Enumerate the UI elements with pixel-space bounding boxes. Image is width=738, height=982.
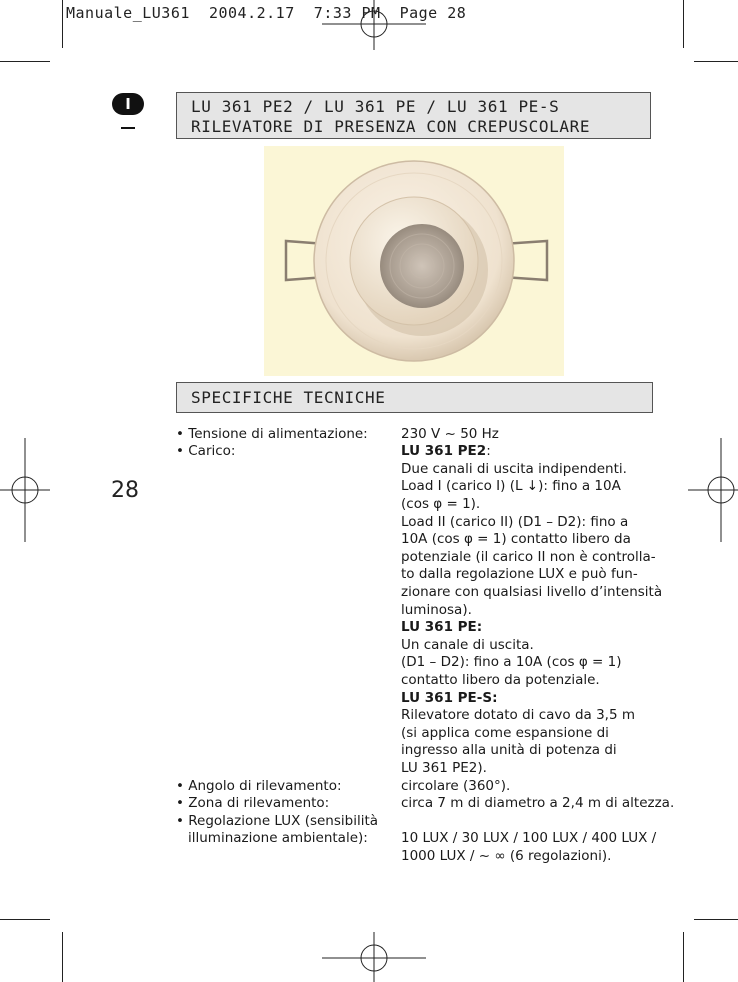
spec-label-lux-2: illuminazione ambientale): [188, 830, 368, 846]
product-title-line1: LU 361 PE2 / LU 361 PE / LU 361 PE-S [191, 97, 560, 116]
spec-load-pe2-line: (cos φ = 1). [401, 496, 481, 512]
crop-mark [694, 919, 738, 920]
language-badge: I [112, 93, 144, 115]
spec-value-zone: circa 7 m di diametro a 2,4 m di altezza. [401, 795, 675, 811]
spec-load-pes-line: Rilevatore dotato di cavo da 3,5 m [401, 707, 635, 723]
spec-value-angle: circolare (360°). [401, 778, 511, 794]
registration-mark-right [688, 438, 738, 542]
section-title: SPECIFICHE TECNICHE [176, 382, 653, 413]
spec-load-pe-line: Un canale di uscita. [401, 637, 534, 653]
spec-load-pe2-line: to dalla regolazione LUX e può fun- [401, 566, 638, 582]
product-title-box [176, 92, 651, 139]
model-name-pe [401, 619, 482, 637]
spec-load-pes-line: ingresso alla unità di potenza di [401, 742, 617, 758]
spec-label-supply: • Tensione di alimentazione: [176, 426, 368, 442]
spec-load-pes-line: LU 361 PE2). [401, 760, 487, 776]
model-name-pe-text: LU 361 PE: [401, 619, 483, 635]
model-name-pe2-colon: : [486, 443, 491, 459]
product-photo [264, 146, 564, 376]
crop-mark [62, 932, 63, 982]
spec-label-zone: • Zona di rilevamento: [176, 795, 330, 811]
print-slug: Manuale_LU361 2004.2.17 7:33 PM Page 28 [66, 4, 467, 22]
model-name-pe-s-text: LU 361 PE-S: [401, 690, 498, 706]
crop-mark [0, 61, 50, 62]
crop-mark [694, 61, 738, 62]
spec-load-pe2-line: Load II (carico II) (D1 – D2): fino a [401, 514, 629, 530]
registration-mark-bottom [322, 932, 426, 982]
product-title-line2: RILEVATORE DI PRESENZA CON CREPUSCOLARE [191, 117, 591, 136]
spec-load-pe-line: contatto libero da potenziale. [401, 672, 600, 688]
crop-mark [62, 0, 63, 48]
page-number: 28 [111, 478, 139, 503]
sensor-illustration [264, 146, 564, 376]
model-name-pe2: LU 361 PE2 [401, 443, 487, 459]
spec-label-load: • Carico: [176, 443, 236, 459]
spec-value-supply: 230 V ~ 50 Hz [401, 426, 499, 442]
language-underline [121, 127, 135, 129]
spec-load-pes-line: (si applica come espansione di [401, 725, 609, 741]
crop-mark [683, 932, 684, 982]
model-name-pe-s [401, 690, 498, 708]
spec-load-pe2-line: Due canali di uscita indipendenti. [401, 461, 627, 477]
crop-mark [683, 0, 684, 48]
spec-value-lux-1: 10 LUX / 30 LUX / 100 LUX / 400 LUX / [401, 830, 657, 846]
spec-load-pe-line: (D1 – D2): fino a 10A (cos φ = 1) [401, 654, 622, 670]
spec-load-pe2-line: zionare con qualsiasi livello d’intensità [401, 584, 663, 600]
spec-load-pe2-line: Load I (carico I) (L ↓): fino a 10A [401, 478, 621, 494]
spec-load-pe2-line: luminosa). [401, 602, 472, 618]
spec-value-lux-2: 1000 LUX / ~ ∞ (6 regolazioni). [401, 848, 612, 864]
registration-mark-top [322, 0, 426, 50]
crop-mark [0, 919, 50, 920]
spec-load-pe2-heading [401, 443, 491, 461]
spec-load-pe2-line: potenziale (il carico II non è controlla- [401, 549, 656, 565]
spec-load-pe2-line: 10A (cos φ = 1) contatto libero da [401, 531, 631, 547]
registration-mark-left [0, 438, 50, 542]
spec-label-lux-1: • Regolazione LUX (sensibilità [176, 813, 379, 829]
spec-label-angle: • Angolo di rilevamento: [176, 778, 342, 794]
